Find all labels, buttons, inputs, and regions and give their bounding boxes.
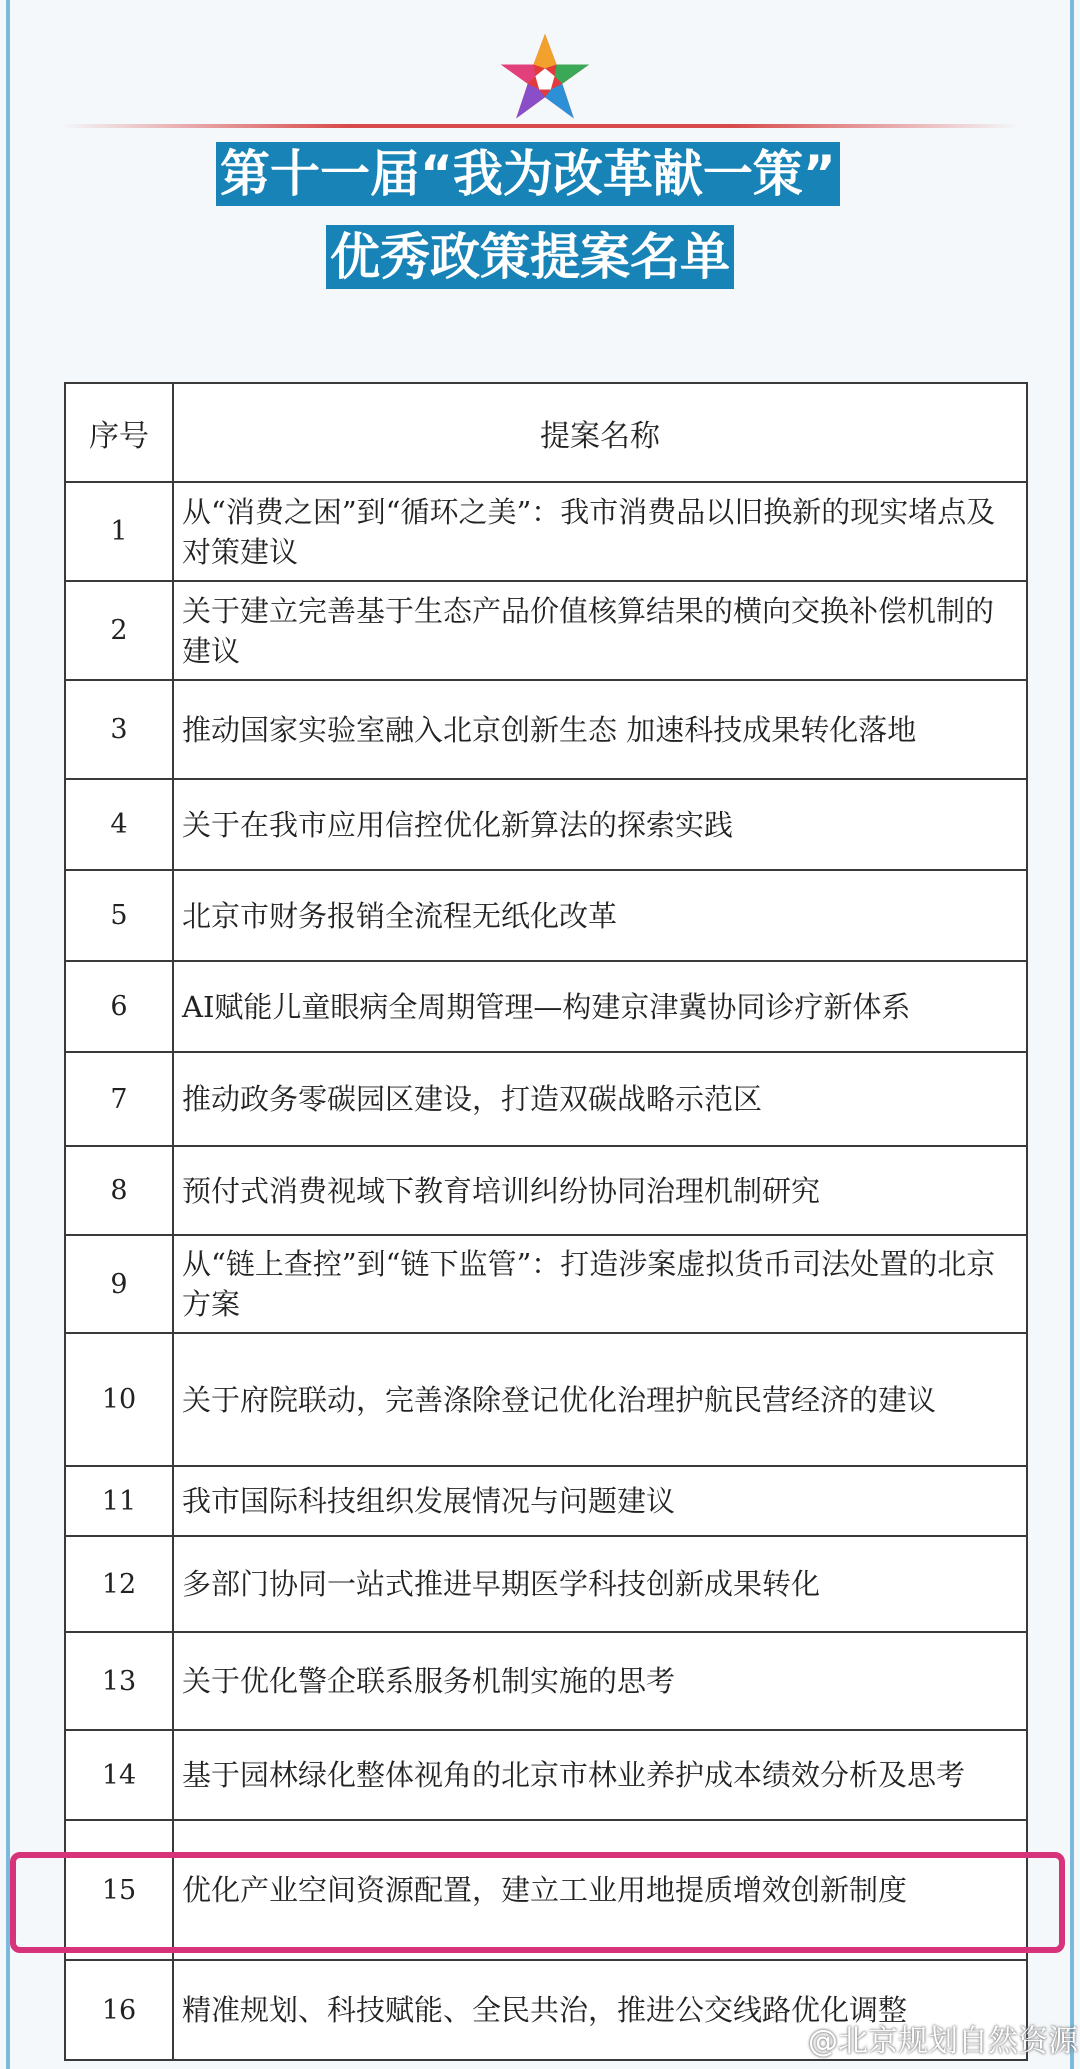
proposal-name: 推动政务零碳园区建设，打造双碳战略示范区 — [173, 1052, 1027, 1146]
row-number: 3 — [65, 680, 173, 779]
proposal-name: 关于优化警企联系服务机制实施的思考 — [173, 1632, 1027, 1730]
table-row — [65, 1632, 1027, 1730]
proposal-name: 从“链上查控”到“链下监管”：打造涉案虚拟货币司法处置的北京方案 — [173, 1235, 1027, 1333]
proposal-name: 推动国家实验室融入北京创新生态 加速科技成果转化落地 — [173, 680, 1027, 779]
row-number: 11 — [65, 1466, 173, 1536]
highlight-box — [10, 1852, 1065, 1953]
table-header-row — [65, 383, 1027, 482]
proposal-name: 北京市财务报销全流程无纸化改革 — [173, 870, 1027, 961]
row-number: 8 — [65, 1146, 173, 1235]
column-header-name: 提案名称 — [173, 383, 1027, 482]
table-row — [65, 1052, 1027, 1146]
table-row — [65, 1235, 1027, 1333]
proposal-name: 我市国际科技组织发展情况与问题建议 — [173, 1466, 1027, 1536]
row-number: 9 — [65, 1235, 173, 1333]
table-row — [65, 482, 1027, 581]
table-row — [65, 680, 1027, 779]
page-title-line-1: 第十一届“我为改革献一策” — [216, 142, 840, 206]
page-title-line-2: 优秀政策提案名单 — [326, 225, 734, 289]
watermark: @北京规划自然资源 — [808, 2024, 1078, 2059]
row-number: 15 — [65, 1820, 173, 1960]
proposal-name: 关于府院联动，完善涤除登记优化治理护航民营经济的建议 — [173, 1333, 1027, 1466]
table-row — [65, 1146, 1027, 1235]
table-row — [65, 870, 1027, 961]
table-row — [65, 1466, 1027, 1536]
proposal-name: AI赋能儿童眼病全周期管理—构建京津冀协同诊疗新体系 — [173, 961, 1027, 1052]
table-row — [65, 779, 1027, 870]
star-logo-icon — [497, 30, 593, 126]
proposal-table — [64, 382, 1028, 2061]
frame-border-right — [1070, 0, 1074, 2069]
row-number: 10 — [65, 1333, 173, 1466]
row-number: 1 — [65, 482, 173, 581]
proposal-name: 关于建立完善基于生态产品价值核算结果的横向交换补偿机制的建议 — [173, 581, 1027, 680]
frame-border-left — [6, 0, 10, 2069]
proposal-name: 基于园林绿化整体视角的北京市林业养护成本绩效分析及思考 — [173, 1730, 1027, 1820]
column-header-index: 序号 — [65, 383, 173, 482]
table-row — [65, 581, 1027, 680]
proposal-name: 预付式消费视域下教育培训纠纷协同治理机制研究 — [173, 1146, 1027, 1235]
table-row — [65, 1333, 1027, 1466]
row-number: 2 — [65, 581, 173, 680]
proposal-name: 精准规划、科技赋能、全民共治，推进公交线路优化调整 — [173, 1960, 1027, 2060]
row-number: 13 — [65, 1632, 173, 1730]
row-number: 4 — [65, 779, 173, 870]
table-row — [65, 1536, 1027, 1632]
row-number: 5 — [65, 870, 173, 961]
table-row — [65, 961, 1027, 1052]
proposal-name: 从“消费之困”到“循环之美”：我市消费品以旧换新的现实堵点及对策建议 — [173, 482, 1027, 581]
proposal-name: 优化产业空间资源配置，建立工业用地提质增效创新制度 — [173, 1820, 1027, 1960]
row-number: 12 — [65, 1536, 173, 1632]
proposal-name: 关于在我市应用信控优化新算法的探索实践 — [173, 779, 1027, 870]
row-number: 6 — [65, 961, 173, 1052]
row-number: 7 — [65, 1052, 173, 1146]
table-row — [65, 1730, 1027, 1820]
row-number: 14 — [65, 1730, 173, 1820]
row-number: 16 — [65, 1960, 173, 2060]
proposal-name: 多部门协同一站式推进早期医学科技创新成果转化 — [173, 1536, 1027, 1632]
